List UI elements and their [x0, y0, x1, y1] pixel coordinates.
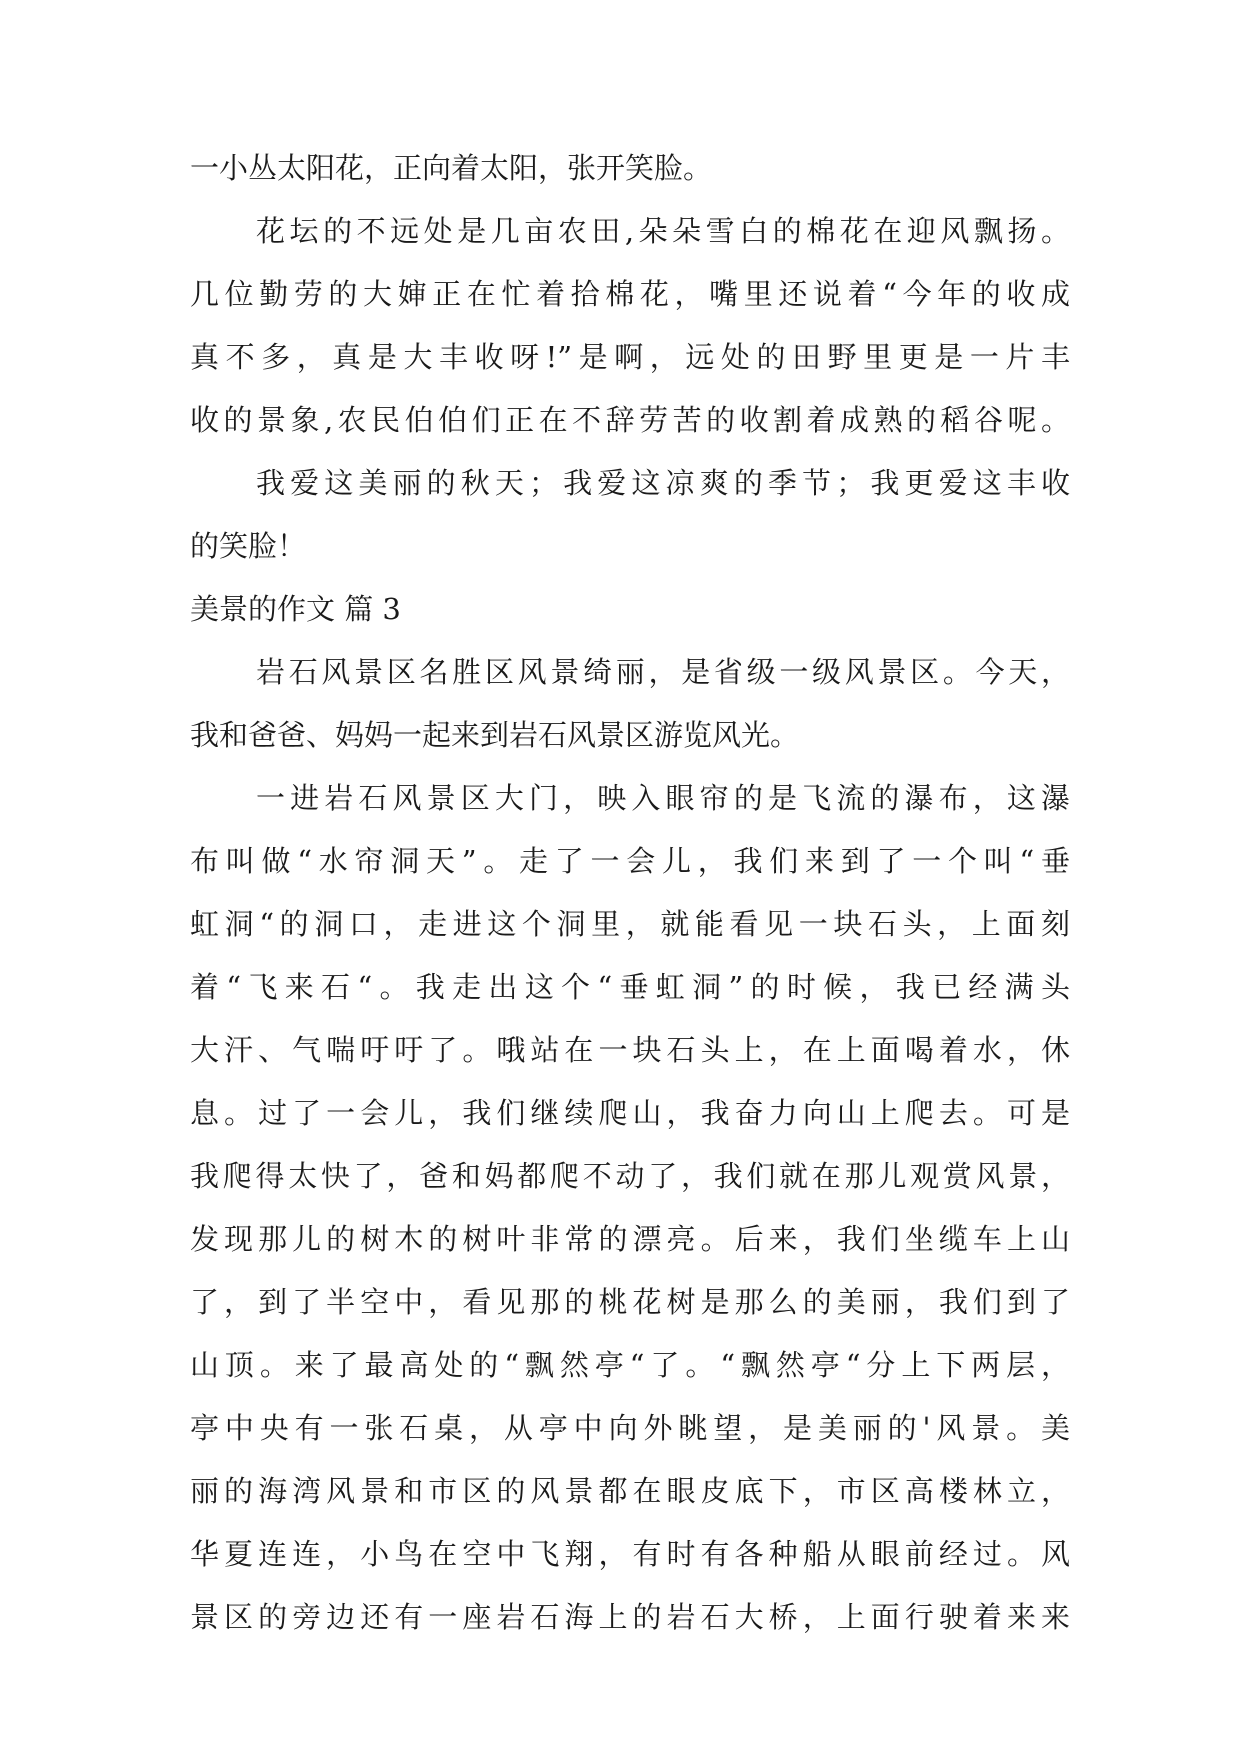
text-line: 景区的旁边还有一座岩石海上的岩石大桥，上面行驶着来来 [190, 1600, 1070, 1634]
text-line: 大汗、气喘吁吁了。哦站在一块石头上，在上面喝着水，休 [190, 1033, 1070, 1067]
section-heading: 美景的作文 篇 3 [190, 592, 401, 626]
text-line: 一小丛太阳花，正向着太阳，张开笑脸。 [190, 151, 713, 185]
text-line: 丽的海湾风景和市区的风景都在眼皮底下，市区高楼林立， [190, 1474, 1070, 1508]
text-line: 收的景象,农民伯伯们正在不辞劳苦的收割着成熟的稻谷呢。 [190, 403, 1070, 437]
text-line: 华夏连连，小鸟在空中飞翔，有时有各种船从眼前经过。风 [190, 1537, 1070, 1571]
text-line: 岩石风景区名胜区风景绮丽，是省级一级风景区。今天， [256, 655, 1070, 689]
text-line: 的笑脸！ [190, 529, 307, 563]
text-line: 山顶。来了最高处的“飘然亭“了。“飘然亭“分上下两层， [190, 1348, 1070, 1382]
text-line: 布叫做“水帘洞天”。走了一会儿，我们来到了一个叫“垂 [190, 844, 1070, 878]
text-line: 了，到了半空中，看见那的桃花树是那么的美丽，我们到了 [190, 1285, 1070, 1319]
text-line: 我爬得太快了，爸和妈都爬不动了，我们就在那儿观赏风景， [190, 1159, 1070, 1193]
text-line: 虹洞“的洞口，走进这个洞里，就能看见一块石头，上面刻 [190, 907, 1070, 941]
text-line: 发现那儿的树木的树叶非常的漂亮。后来，我们坐缆车上山 [190, 1222, 1070, 1256]
text-line: 亭中央有一张石桌，从亭中向外眺望，是美丽的'风景。美 [190, 1411, 1070, 1445]
text-line: 息。过了一会儿，我们继续爬山，我奋力向山上爬去。可是 [190, 1096, 1070, 1130]
text-line: 花坛的不远处是几亩农田,朵朵雪白的棉花在迎风飘扬。 [256, 214, 1070, 248]
text-line: 我爱这美丽的秋天；我爱这凉爽的季节；我更爱这丰收 [256, 466, 1070, 500]
text-line: 几位勤劳的大婶正在忙着拾棉花，嘴里还说着“今年的收成 [190, 277, 1070, 311]
text-line: 着“飞来石“。我走出这个“垂虹洞”的时候，我已经满头 [190, 970, 1070, 1004]
text-line: 真不多，真是大丰收呀!”是啊，远处的田野里更是一片丰 [190, 340, 1070, 374]
text-line: 我和爸爸、妈妈一起来到岩石风景区游览风光。 [190, 718, 800, 752]
text-line: 一进岩石风景区大门，映入眼帘的是飞流的瀑布，这瀑 [256, 781, 1070, 815]
